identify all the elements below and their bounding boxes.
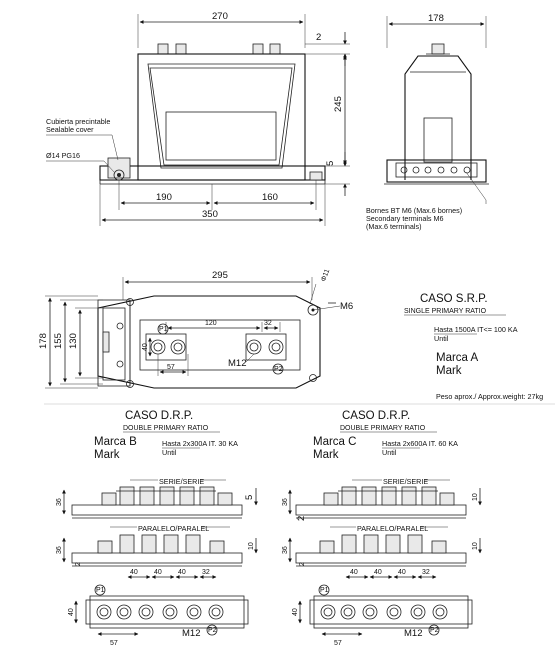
dim-295: 295 [212,270,228,281]
drp-c-plan-57: 57 [334,640,342,647]
drp-c-title: CASO D.R.P. [342,410,411,422]
drp-c-p2: P2 [430,627,439,634]
drp-b-serie-bolts [102,487,232,505]
drp-c-serie-10: 10 [472,493,479,501]
drp-b-serie: SERIE/SERIE [159,477,205,486]
srp-block [404,293,543,401]
drp-b-mark-es: Marca B [94,436,137,448]
drp-b-plan-40: 40 [68,608,75,616]
dim-155: 155 [53,333,64,349]
drp-c-until: Until [382,448,397,457]
dim-57-plan: 57 [167,364,175,371]
drp-c-subtitle: DOUBLE PRIMARY RATIO [340,425,426,432]
drp-c-paralelo-2: 2 [299,562,306,566]
drp-c-d40-c: 40 [398,569,406,576]
dim-350: 350 [202,209,218,220]
drp-c-serie-2: 2 [296,515,307,521]
srp-weight: Peso aprox./ Approx.weight: 27kg [436,392,544,401]
drp-c-plan-holes [321,605,447,619]
drp-c-serie-bolts [324,487,454,505]
drp-c-mark-es: Marca C [313,436,357,448]
note-terminals-en1: Secondary terminals M6 [366,214,444,223]
drp-b-until: Until [162,448,177,457]
label-m12-plan: M12 [228,358,247,369]
drp-c-block [282,410,480,647]
drp-b-paralelo-2: 2 [75,562,82,566]
note-cover-en: Sealable cover [46,125,94,134]
dim-2-top: 2 [316,32,322,43]
drp-c-plan-40: 40 [292,608,299,616]
drp-c-paralelo-bolts [320,535,446,553]
dim-160: 160 [262,192,278,203]
label-m6: M6 [340,301,354,312]
srp-title: CASO S.R.P. [420,293,488,305]
label-p1: P1 [159,326,168,333]
drp-b-rating: Hasta 2x300A IT. 30 KA [162,439,238,448]
label-p2: P2 [274,366,283,373]
drp-b-d40-a: 40 [130,569,138,576]
srp-until: Until [434,334,449,343]
dim-40-plan: 40 [142,343,149,351]
srp-mark-es: Marca A [436,352,479,364]
side-view [366,13,489,231]
drp-c-mark-en: Mark [313,449,339,461]
drp-b-plan-57: 57 [110,640,118,647]
dim-32: 32 [264,320,272,327]
note-cover-es: Cubierta precintable [46,117,111,126]
front-view [46,11,350,226]
srp-subtitle: SINGLE PRIMARY RATIO [404,308,487,315]
drp-c-paralelo: PARALELO/PARALEL [357,524,429,533]
plan-view [38,268,353,388]
drp-b-d40-c: 40 [178,569,186,576]
drp-b-p1: P1 [96,587,105,594]
note-gland: Ø14 PG16 [46,151,80,160]
drp-b-paralelo-36: 36 [56,546,63,554]
drp-c-paralelo-36: 36 [282,546,289,554]
drp-b-d40-b: 40 [154,569,162,576]
drp-b-paralelo-bolts [98,535,224,553]
dim-120: 120 [205,320,217,327]
drp-b-paralelo-10: 10 [248,542,255,550]
drp-c-serie-36: 36 [282,498,289,506]
drp-b-paralelo: PARALELO/PARALEL [138,524,210,533]
drp-b-serie-36: 36 [56,498,63,506]
drp-c-d40-a: 40 [350,569,358,576]
drp-b-block [56,410,256,647]
drp-b-d32: 32 [202,569,210,576]
drp-c-rating: Hasta 2x600A IT. 60 KA [382,439,458,448]
dim-phi11: Φ11 [320,268,332,283]
drp-b-title: CASO D.R.P. [125,410,194,422]
dim-270: 270 [212,11,228,22]
srp-mark-en: Mark [436,365,462,377]
secondary-terminals [401,167,470,173]
drp-c-serie: SERIE/SERIE [383,477,429,486]
dim-130: 130 [68,333,79,349]
drp-c-p1: P1 [320,587,329,594]
dim-245: 245 [333,96,344,112]
drp-b-mark-en: Mark [94,449,120,461]
drp-c-d40-b: 40 [374,569,382,576]
drp-b-subtitle: DOUBLE PRIMARY RATIO [123,425,209,432]
drp-b-plan-holes [97,605,223,619]
drp-c-plan-m12: M12 [404,628,423,639]
dim-190: 190 [156,192,172,203]
drp-b-p2: P2 [208,627,217,634]
drp-b-serie-5: 5 [244,494,255,500]
drp-c-paralelo-10: 10 [472,542,479,550]
drp-c-d32: 32 [422,569,430,576]
dim-178-plan: 178 [38,333,49,349]
drp-b-plan-m12: M12 [182,628,201,639]
note-terminals-en2: (Max.6 terminals) [366,222,422,231]
srp-rating: Hasta 1500A IT<= 100 KA [434,325,518,334]
note-terminals-es: Bornes BT M6 (Max.6 bornes) [366,206,463,215]
dim-5: 5 [325,160,336,166]
dim-178-side: 178 [428,13,444,24]
